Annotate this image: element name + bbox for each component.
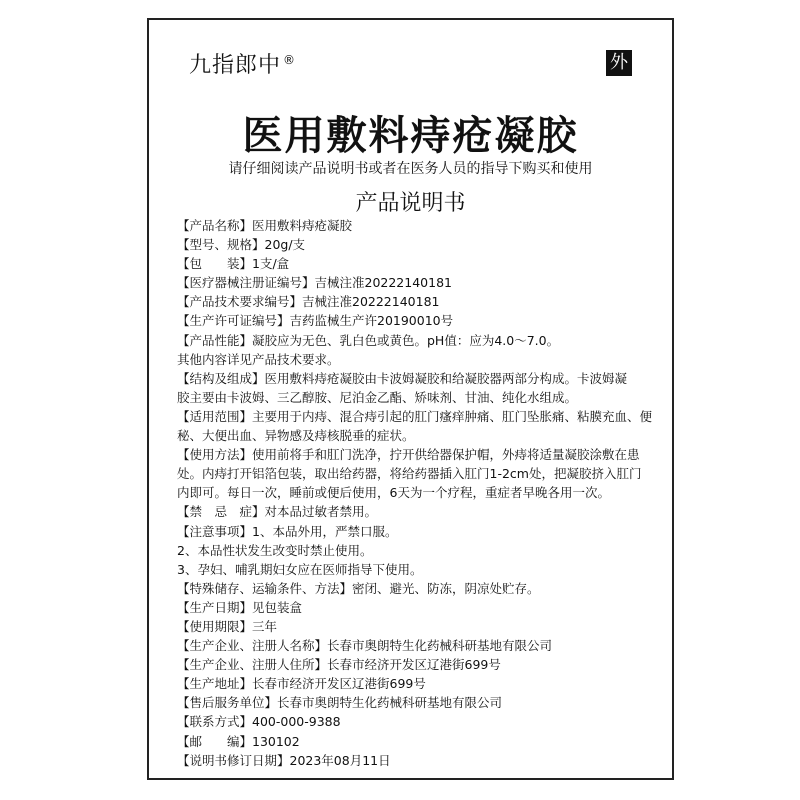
instruction-line: 【禁 忌 症】对本品过敏者禁用。 [177, 504, 378, 520]
instruction-line: 胶主要由卡波姆、三乙醇胺、尼泊金乙酯、矫味剂、甘油、纯化水组成。 [177, 389, 578, 405]
instruction-line: 【生产地址】长春市经济开发区辽港街699号 [177, 676, 426, 692]
instruction-sheet [147, 18, 674, 780]
instruction-line: 【生产许可证编号】吉药监械生产许20190010号 [177, 313, 454, 329]
instruction-line: 【使用期限】三年 [177, 618, 278, 634]
instruction-line: 【产品性能】凝胶应为无色、乳白色或黄色。pH值：应为4.0～7.0。 [177, 332, 560, 348]
instruction-line: 【适用范围】主要用于内痔、混合痔引起的肛门瘙痒肿痛、肛门坠胀痛、粘膜充血、便 [177, 408, 653, 424]
instruction-line: 【生产企业、注册人住所】长春市经济开发区辽港街699号 [177, 657, 501, 673]
instruction-line: 2、本品性状发生改变时禁止使用。 [177, 542, 373, 558]
instruction-line: 【说明书修订日期】2023年08月11日 [177, 752, 391, 768]
document-heading: 产品说明书 [355, 191, 466, 216]
instruction-line: 【型号、规格】20g/支 [177, 237, 306, 253]
instruction-line: 【产品名称】医用敷料痔疮凝胶 [177, 218, 353, 233]
product-title: 医用敷料痔疮凝胶 [242, 113, 579, 159]
instruction-line: 【使用方法】使用前将手和肛门洗净，拧开供给器保护帽，外痔将适量凝胶涂敷在患 [177, 447, 640, 463]
instruction-line: 【邮 编】130102 [177, 733, 300, 749]
instruction-line: 处。内痔打开铝箔包装，取出给药器，将给药器插入肛门1-2cm处，把凝胶挤入肛门 [177, 466, 642, 482]
instruction-line: 其他内容详见产品技术要求。 [177, 351, 340, 367]
instruction-line: 【包 装】1支/盒 [177, 256, 290, 272]
instruction-line: 【结构及组成】医用敷料痔疮凝胶由卡波姆凝胶和给凝胶器两部分构成。卡波姆凝 [177, 370, 628, 386]
brand-logo [189, 48, 296, 79]
instruction-line: 【生产企业、注册人名称】长春市奥朗特生化药械科研基地有限公司 [177, 638, 553, 654]
instruction-body [177, 216, 653, 770]
instruction-line: 【产品技术要求编号】吉械注准20222140181 [177, 294, 440, 310]
instruction-line: 【售后服务单位】长春市奥朗特生化药械科研基地有限公司 [177, 695, 503, 711]
instruction-line: 【生产日期】见包装盒 [177, 599, 303, 615]
instruction-line: 【联系方式】400-000-9388 [177, 714, 341, 730]
brand-name: 九指郎中 [189, 53, 282, 78]
reading-notice: 请仔细阅读产品说明书或者在医务人员的指导下购买和使用 [228, 161, 593, 177]
registered-mark: ® [283, 52, 297, 67]
instruction-line: 【特殊储存、运输条件、方法】密闭、避光、防冻，阴凉处贮存。 [177, 580, 540, 596]
external-use-badge: 外 [606, 50, 632, 76]
instruction-line: 3、孕妇、哺乳期妇女应在医师指导下使用。 [177, 561, 423, 577]
instruction-line: 【医疗器械注册证编号】吉械注准20222140181 [177, 275, 452, 291]
instruction-line: 【注意事项】1、本品外用，严禁口服。 [177, 523, 398, 539]
instruction-line: 内即可。每日一次，睡前或便后使用，6天为一个疗程，重症者早晚各用一次。 [177, 485, 610, 501]
instruction-line: 秘、大便出血、异物感及痔核脱垂的症状。 [177, 428, 415, 444]
